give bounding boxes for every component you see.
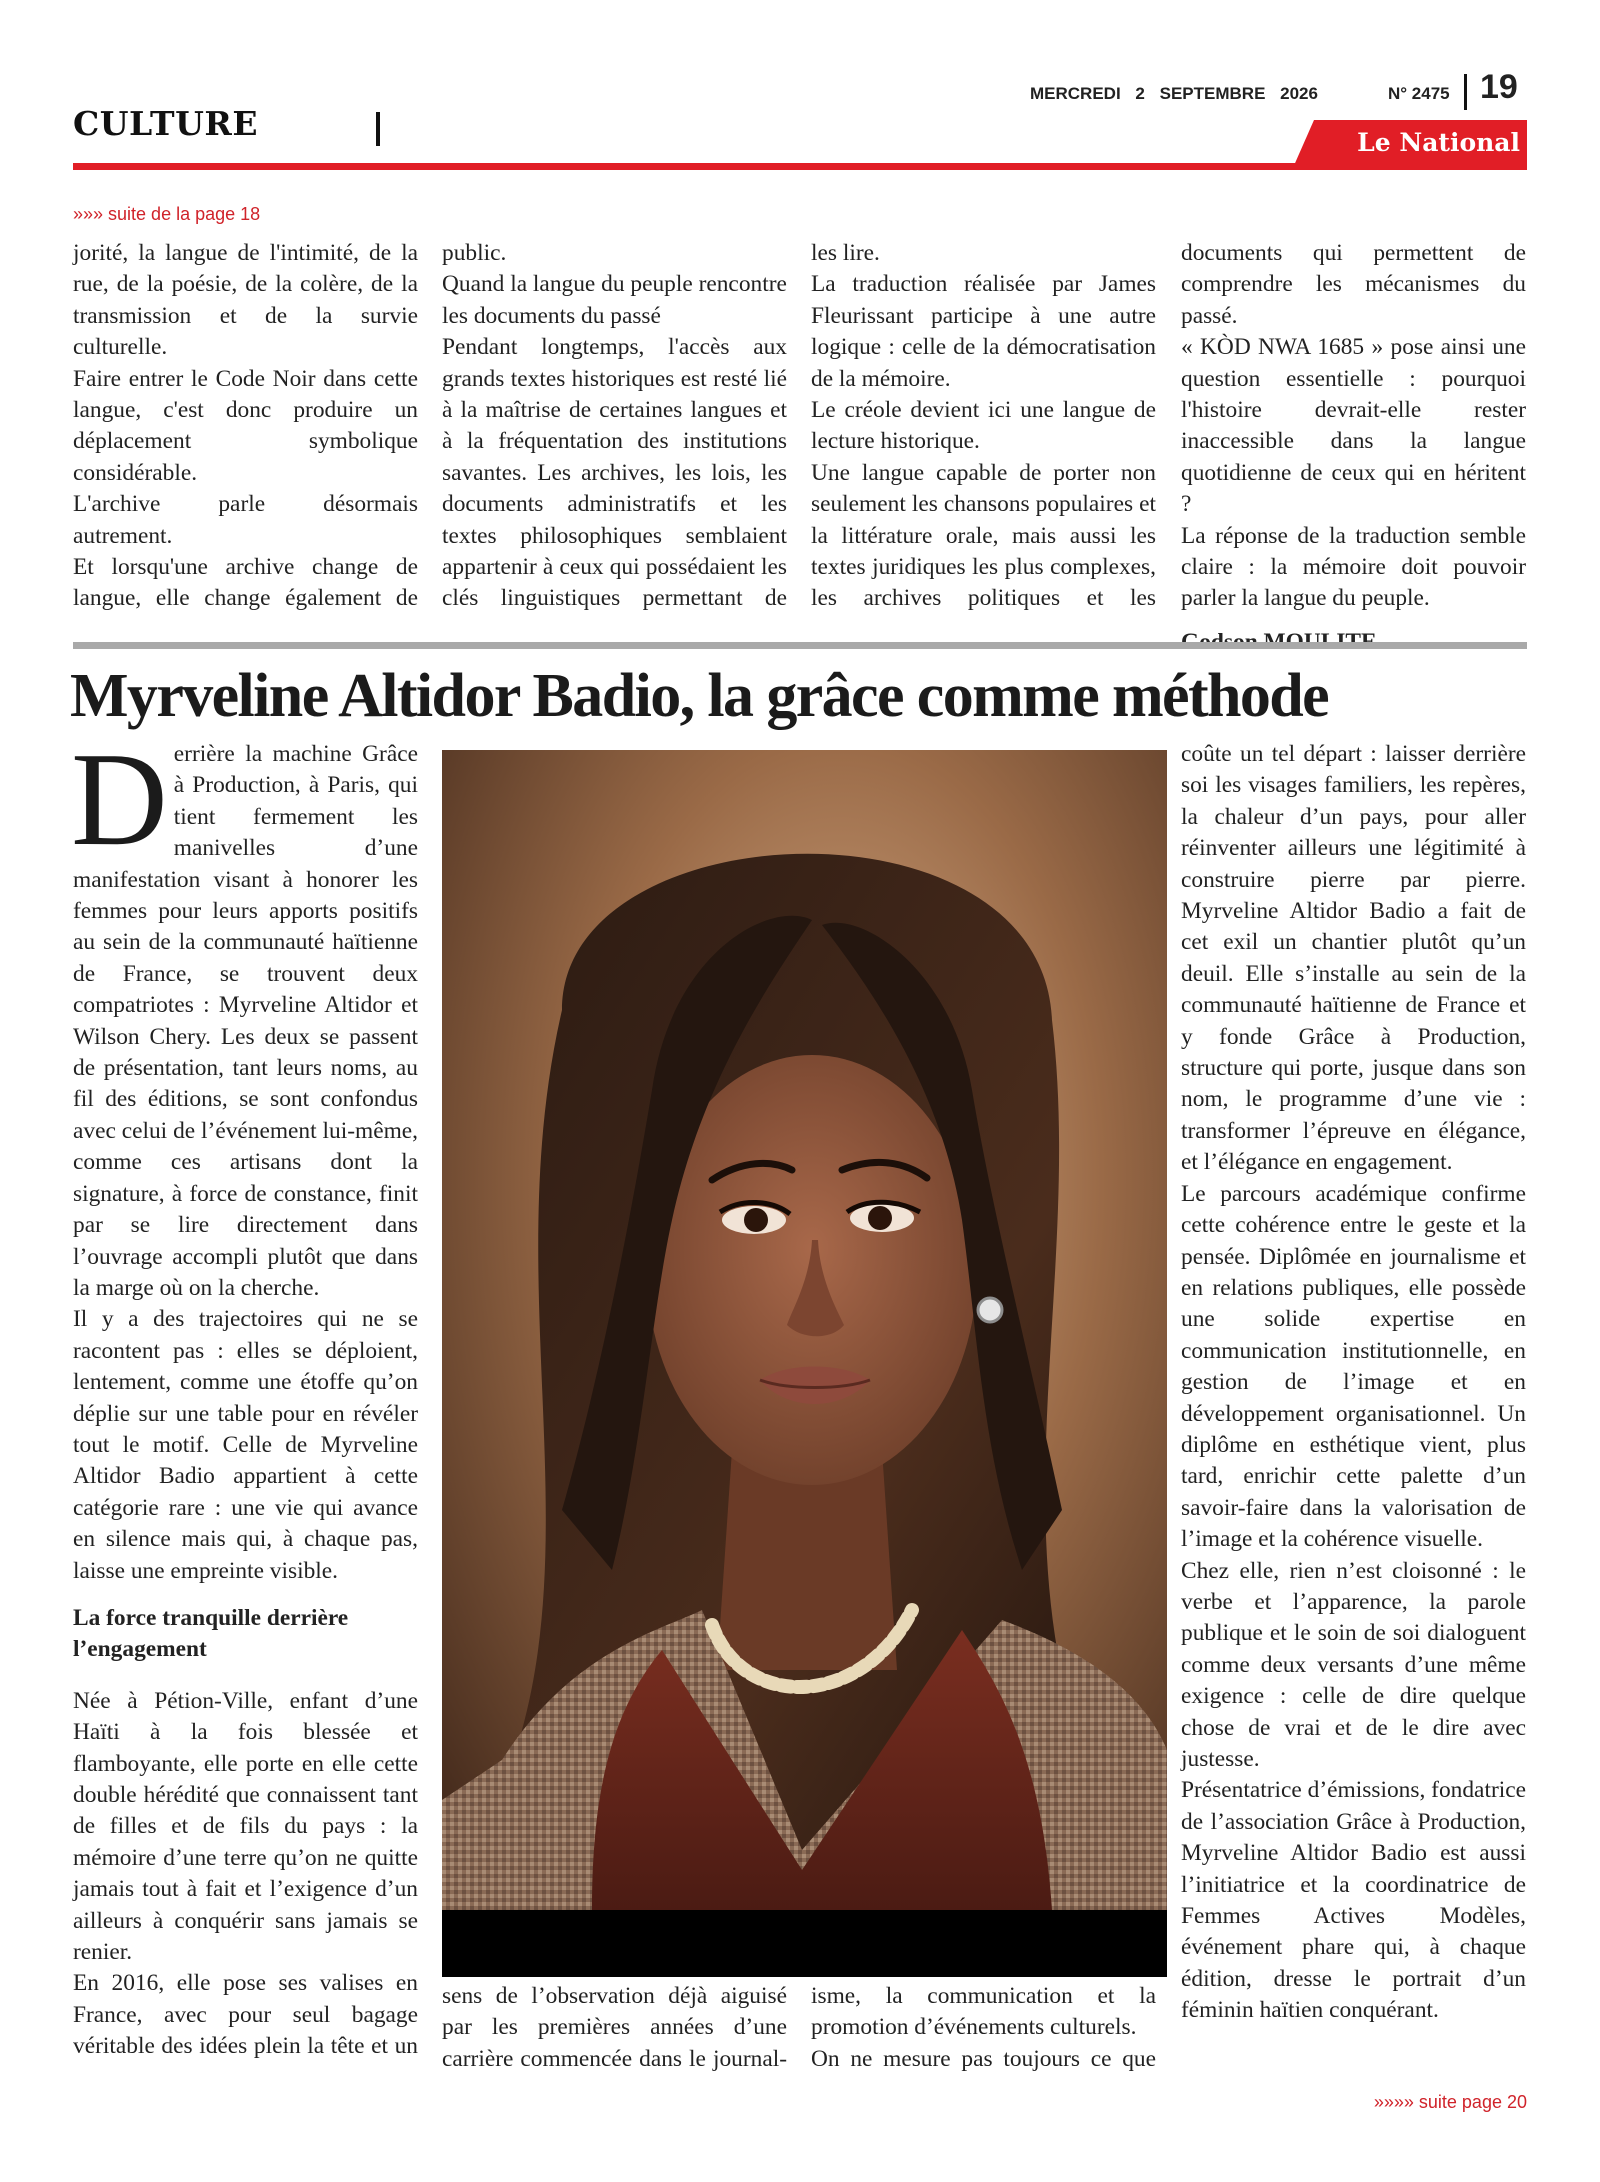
top-article-column-2 <box>442 238 787 615</box>
date-day: 2 <box>1135 84 1145 103</box>
paragraph: Le parcours académique confirme cette cohérence entre le geste et la pensée. Diplômée en journalisme et en relations publiques, elle possède une solide expertise en communication institutionnelle, en gestion de l’image et en développement organisationnel. Un diplôme en esthétique vient, plus tard, enrichir cette palette d’un savoir-faire dans la valorisation de l’image et la cohérence visuelle. <box>1181 1180 1526 1553</box>
page-number-separator <box>1464 74 1467 110</box>
article-column-1 <box>71 725 418 2063</box>
article-column-2 <box>442 1981 787 2075</box>
top-article-column-3 <box>811 238 1156 615</box>
portrait-photo <box>442 750 1167 1977</box>
paragraph: Présentatrice d’émissions, fondatrice de l’association Grâce à Production, Myrveline Altidor Badio est aussi l’initiatrice et la coordinatrice de Femmes Actives Modèles, événement phare qui, à chaque édition, dresse le portrait d’un féminin haïtien conquérant. <box>1181 1777 1526 2024</box>
article-column-3 <box>811 1981 1156 2075</box>
paragraph: Née à Pétion-Ville, enfant d’une Haïti à la fois blessée et flamboyante, elle porte en elle cette double hérédité que connaissent tant de filles et de fils du pays : la mémoire d’une terre qu’on ne quitte jamais tout à fait et l’exigence d’un ailleurs à conquérir sans jamais se renier. <box>73 1687 418 1966</box>
section-separator <box>376 112 380 146</box>
paragraph: jorité, la langue de l'intimité, de la rue, de la poésie, de la colère, de la transmission et de la survie culturelle. <box>73 240 418 361</box>
section-title: CULTURE <box>73 104 258 143</box>
paragraph: La réponse de la traduction semble claire : la mémoire doit pouvoir parler la langue du peuple. <box>1181 522 1526 612</box>
paragraph: Il y a des trajectoires qui ne se racontent pas : elles se déploient, lentement, comme une étoffe qu’on déplie sur une table pour en révéler tout le motif. Celle de Myrveline Altidor Badio appartient à cette catégorie rare : une vie qui avance en silence mais qui, à chaque pas, laisse une empreinte visible. <box>73 1306 418 1584</box>
paragraph: isme, la communication et la promotion d’événements culturels. <box>811 1983 1156 2041</box>
dateline <box>1030 84 1318 104</box>
continued-to-link[interactable]: »»»» suite page 20 <box>1373 2092 1527 2112</box>
paragraph: On ne mesure pas toujours ce que <box>811 2045 1156 2072</box>
paragraph: La traduction réalisée par James Fleurissant participe à une autre logique : celle de la démocratisation de la mémoire. <box>811 271 1156 392</box>
drop-cap: D <box>71 725 168 873</box>
date-year: 2026 <box>1280 84 1318 103</box>
portrait-illustration <box>442 750 1167 1977</box>
article-subhead: La force tranquille derrière l’engagement <box>73 1604 349 1663</box>
paragraph-text: errière la machine Grâce à Production, à Paris, qui tient fermement les manivelles d’une manifestation visant à honorer les femmes pour leurs apports positifs au sein de la communauté haïtienne de France, se trouvent deux compatriotes : Myrveline Altidor et Wilson Chery. Les deux se passent de présentation, tant leurs noms, au fil des éditions, se sont confondus avec celui de l’événement lui-même, comme ces artisans dont la signature, à force de constance, finit par se lire directement dans l’ouvrage accompli plutôt que dans la marge où on la cherche. <box>73 741 418 1301</box>
paragraph: En 2016, elle pose ses valises en France, avec pour seul bagage véritable des idées plein la tête et un <box>73 1970 418 2060</box>
paragraph: coûte un tel départ : laisser derrière soi les visages familiers, les repères, la chaleur d’un pays, pour aller réinventer ailleurs une légitimité à construire pierre par pierre. Myrveline Altidor Badio a fait de cet exil un chantier plutôt qu’un deuil. Elle s’installe au sein de la communauté haïtienne de France et y fonde Grâce à Production, structure qui porte, jusque dans son nom, le programme d’une vie : transformer l’épreuve en élégance, et l’élégance en engagement. <box>1181 741 1526 1176</box>
paragraph: documents qui permettent de comprendre les mécanismes du passé. <box>1181 240 1526 329</box>
paragraph: « KÒD NWA 1685 » pose ainsi une question essentielle : pourquoi l'histoire devrait-elle rester inaccessible dans la langue quotidienne de ceux qui en héritent ? <box>1181 334 1526 518</box>
paragraph: Et lorsqu'une archive change de langue, elle change également de <box>73 554 418 612</box>
paragraph <box>71 725 418 1304</box>
paragraph: les lire. <box>811 240 880 266</box>
continued-from-link: »»» suite de la page 18 <box>73 204 261 224</box>
article-column-4 <box>1181 739 1526 2027</box>
newspaper-brand: Le National <box>1357 128 1520 157</box>
article-headline: Myrveline Altidor Badio, la grâce comme méthode <box>70 662 1329 730</box>
paragraph: Pendant longtemps, l'accès aux grands textes historiques est resté lié à la maîtrise de certaines langues et à la fréquentation des institutions savantes. Les archives, les lois, les documents administratifs et les textes philosophiques semblaient appartenir à ceux qui possédaient les clés linguistiques permettant de <box>442 334 787 612</box>
paragraph: Chez elle, rien n’est cloisonné : le verbe et l’apparence, la parole publique et le soin de soi dialoguent comme deux versants d’une même exigence : celle de dire quelque chose de vrai et de le dire avec justesse. <box>1181 1557 1526 1772</box>
article-divider <box>73 642 1527 649</box>
paragraph: Faire entrer le Code Noir dans cette langue, c'est donc produire un déplacement symbolique considérable. <box>73 365 418 486</box>
paragraph: sens de l’observation déjà aiguisé par les premières années d’une carrière commencée dans le journal- <box>442 1983 787 2072</box>
date-month: SEPTEMBRE <box>1159 84 1266 103</box>
date-weekday: MERCREDI <box>1030 84 1121 103</box>
page-number: 19 <box>1480 68 1518 106</box>
issue-number: N° 2475 <box>1388 84 1450 103</box>
top-article-column-4 <box>1181 238 1526 658</box>
top-article-column-1 <box>73 238 418 615</box>
paragraph: public. <box>442 240 507 266</box>
inline-subhead: Quand la langue du peuple rencontre les documents du passé <box>442 271 787 329</box>
paragraph: L'archive parle désormais autrement. <box>73 491 418 549</box>
paragraph: Le créole devient ici une langue de lecture historique. <box>811 397 1156 455</box>
paragraph: Une langue capable de porter non seulement les chansons populaires et la littérature orale, mais aussi les textes juridiques les plus complexes, les archives politiques et les <box>811 459 1156 612</box>
